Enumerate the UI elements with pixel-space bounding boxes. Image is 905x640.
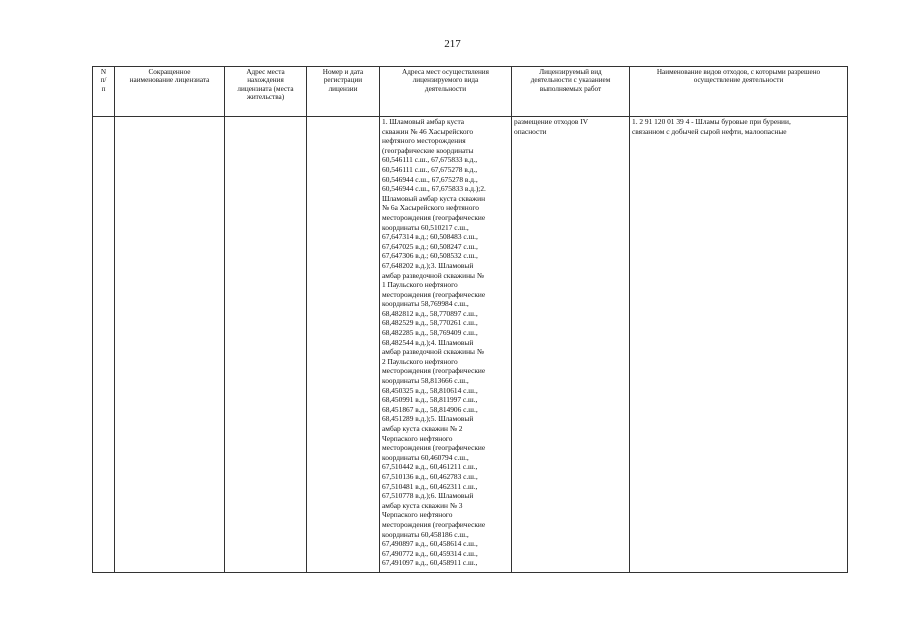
page-number: 217 [444, 38, 461, 50]
header-number: N п/ п [93, 67, 115, 117]
header-waste-types: Наименование видов отходов, с которыми разрешено осуществление деятельности [630, 67, 848, 117]
cell-licensee-name [115, 117, 225, 573]
header-activity-type: Лицензируемый вид деятельности с указанием выполняемых работ [512, 67, 630, 117]
cell-waste-types: 1. 2 91 120 01 39 4 - Шламы буровые при бурении, связанном с добычей сырой нефти, малоопасные [630, 117, 848, 573]
cell-activity-type: размещение отходов IV опасности [512, 117, 630, 573]
table-row [93, 117, 848, 573]
cell-licensee-address [225, 117, 307, 573]
cell-activity-addresses: 1. Шламовый амбар куста скважин № 46 Хасырейского нефтяного месторождения (географические координаты 60,546111 с.ш., 67,675833 в.д., 60,546111 с.ш., 67,675278 в.д., 60,546944 с.ш., 67,675278 в.д., 60,546944 с.ш., 67,675833 в.д.);2. Шламовый амбар куста скважин № 6а Хасырейского нефтяного месторождения (географические координаты 60,510217 с.ш., 67,647314 в.д.; 60,508483 с.ш., 67,647025 в.д.; 60,508247 с.ш., 67,647306 в.д.; 60,508532 с.ш., 67,648202 в.д.);3. Шламовый амбар разведочной скважины № 1 Паульского нефтяного месторождения (географические координаты 58,769984 с.ш., 68,482812 в.д., 58,770897 с.ш., 68,482529 в.д., 58,770261 с.ш., 68,482285 в.д., 58,769409 с.ш., 68,482544 в.д.);4. Шламовый амбар разведочной скважины № 2 Паульского нефтяного месторождения (географические координаты 58,813666 с.ш., 68,450325 в.д., 58,810614 с.ш., 68,450991 в.д., 58,811997 с.ш., 68,451867 в.д., 58,814906 с.ш., 68,451289 в.д.);5. Шламовый амбар куста скважин № 2 Черпаского нефтяного месторождения (географические координаты 60,460794 с.ш., 67,510442 в.д., 60,461211 с.ш., 67,510136 в.д., 60,462783 с.ш., 67,510481 в.д., 60,462311 с.ш., 67,510778 в.д.);6. Шламовый амбар куста скважин № 3 Черпаского нефтяного месторождения (географические координаты 60,458186 с.ш., 67,490897 в.д., 60,458614 с.ш., 67,490772 в.д., 60,459314 с.ш., 67,491097 в.д., 60,458911 с.ш., [380, 117, 512, 573]
header-activity-addresses: Адреса мест осуществления лицензируемого вида деятельности [380, 67, 512, 117]
license-registry-table [92, 66, 848, 573]
table-header-row [93, 67, 848, 117]
header-licensee-address: Адрес места нахождения лицензиата (места жительства) [225, 67, 307, 117]
cell-number [93, 117, 115, 573]
header-registration: Номер и дата регистрации лицензии [307, 67, 380, 117]
cell-registration [307, 117, 380, 573]
header-licensee-name: Сокращенное наименование лицензиата [115, 67, 225, 117]
